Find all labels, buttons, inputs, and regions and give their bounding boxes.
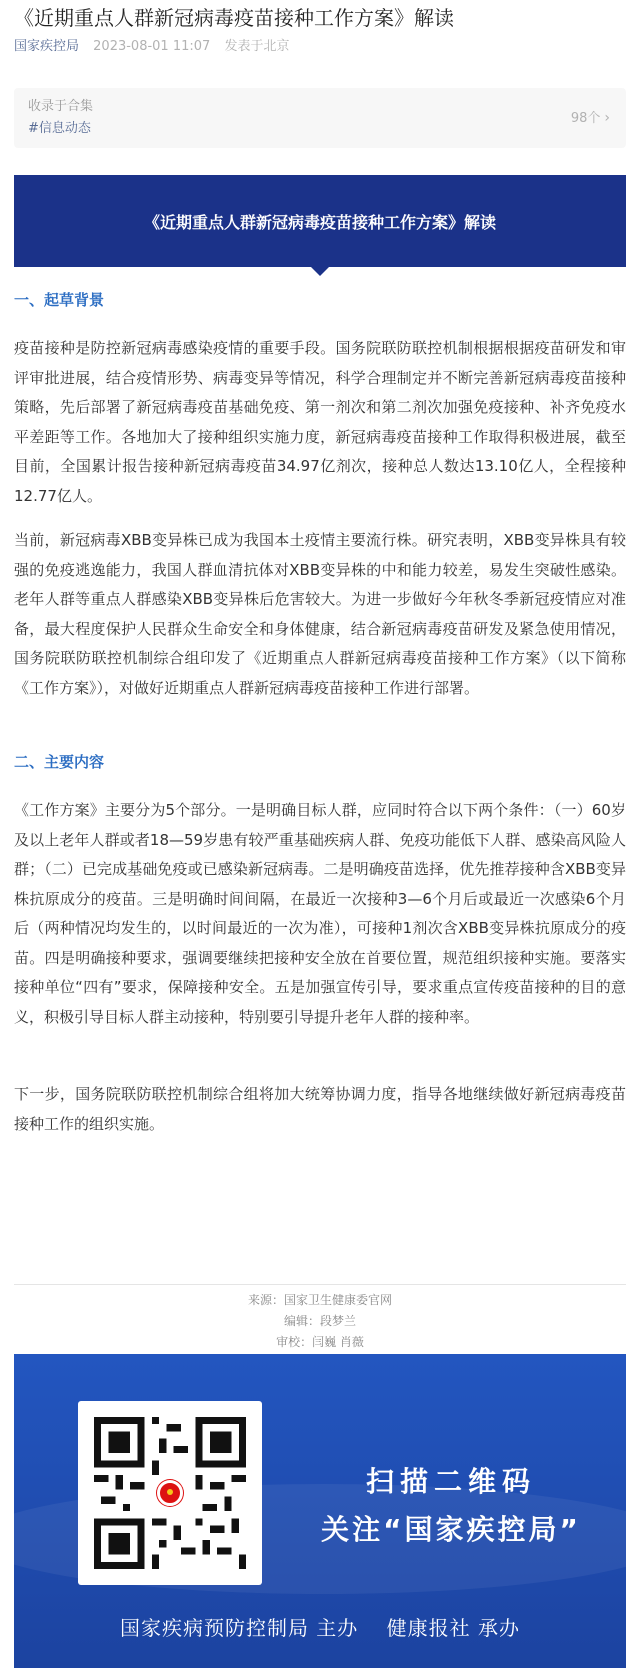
credit-reviewer: 审校：闫巍 肖薇 bbox=[276, 1335, 364, 1349]
paragraph-main-content-2: 下一步，国务院联防联控机制综合组将加大统筹协调力度，指导各地继续做好新冠病毒疫苗接种工作的组织实施。 bbox=[14, 1085, 626, 1133]
footer-divider bbox=[14, 1284, 626, 1285]
national-emblem-icon bbox=[157, 1480, 183, 1506]
banner-text: 《近期重点人群新冠病毒疫苗接种工作方案》解读 bbox=[143, 212, 496, 232]
paragraph-background-2: 当前，新冠病毒XBB变异株已成为我国本土疫情主要流行株。研究表明，XBB变异株具有较强的免疫逃逸能力，我国人群血清抗体对XBB变异株的中和能力较差，易发生突破性感染。老年人群等重点人群感染XBB变异株后危害较大。为进一步做好今年秋冬季新冠疫情应对准备，最大程度保护人民群众生命安全和身体健康，结合新冠病毒疫苗研发及紧急使用情况，国务院联防联控机制综合组印发了《近期重点人群新冠病毒疫苗接种工作方案》（以下简称《工作方案》），对做好近期重点人群新冠病毒疫苗接种工作进行部署。 bbox=[14, 531, 626, 697]
poster-host-text: 国家疾病预防控制局 主办 健康报社 承办 bbox=[119, 1616, 521, 1640]
collection-tag-link[interactable]: #信息动态 bbox=[28, 121, 91, 136]
follow-poster bbox=[14, 1354, 626, 1668]
article-title: 《近期重点人群新冠病毒疫苗接种工作方案》解读 bbox=[14, 6, 454, 30]
poster-follow-text: 关注“国家疾控局” bbox=[321, 1513, 581, 1546]
collection-count-text: 98个 bbox=[570, 111, 601, 126]
collection-count bbox=[571, 109, 610, 128]
credit-source: 来源：国家卫生健康委官网 bbox=[247, 1293, 392, 1307]
account-name-link[interactable]: 国家疾控局 bbox=[14, 39, 80, 54]
banner-pointer-icon bbox=[311, 267, 329, 276]
chevron-right-icon: › bbox=[604, 110, 610, 126]
paragraph-background-1: 疫苗接种是防控新冠病毒感染疫情的重要手段。国务院联防联控机制根据根据疫苗研发和审评审批进展，结合疫情形势、病毒变异等情况，科学合理制定并不断完善新冠病毒疫苗接种策略，先后部署了新冠病毒疫苗基础免疫、第一剂次和第二剂次加强免疫接种、补齐免疫水平差距等工作。各地加大了接种组织实施力度，新冠病毒疫苗接种工作取得积极进展，截至目前，全国累计报告接种新冠病毒疫苗34.97亿剂次，接种总人数达13.10亿人，全程接种12.77亿人。 bbox=[14, 339, 626, 505]
article-meta bbox=[14, 38, 289, 56]
section-heading-main-content: 二、主要内容 bbox=[14, 753, 105, 771]
collection-card[interactable] bbox=[14, 88, 626, 148]
qr-code[interactable] bbox=[78, 1401, 262, 1585]
poster-scan-text: 扫描二维码 bbox=[365, 1465, 536, 1498]
credit-editor: 编辑：段梦兰 bbox=[283, 1314, 356, 1328]
paragraph-main-content-1: 《工作方案》主要分为5个部分。一是明确目标人群，应同时符合以下两个条件：（一）60岁及以上老年人群或者18—59岁患有较严重基础疾病人群、免疫功能低下人群、感染高风险人群；（二）已完成基础免疫或已感染新冠病毒。二是明确疫苗选择，优先推荐接种含XBB变异株抗原成分的疫苗。三是明确时间间隔，在最近一次接种3—6个月后或最近一次感染6个月后（两种情况均发生的，以时间最近的一次为准），可接种1剂次含XBB变异株抗原成分的疫苗。四是明确接种要求，强调要继续把接种安全放在首要位置，规范组织接种实施。要落实接种单位“四有”要求，保障接种安全。五是加强宣传引导，要求重点宣传疫苗接种的目的意义，积极引导目标人群主动接种，特别要引导提升老年人群的接种率。 bbox=[14, 801, 626, 1026]
publish-datetime: 2023-08-01 11:07 bbox=[93, 39, 211, 54]
title-banner bbox=[14, 175, 626, 267]
section-heading-background: 一、起草背景 bbox=[14, 291, 105, 309]
collection-label: 收录于合集 bbox=[28, 99, 94, 114]
publish-location: 发表于北京 bbox=[224, 39, 290, 54]
